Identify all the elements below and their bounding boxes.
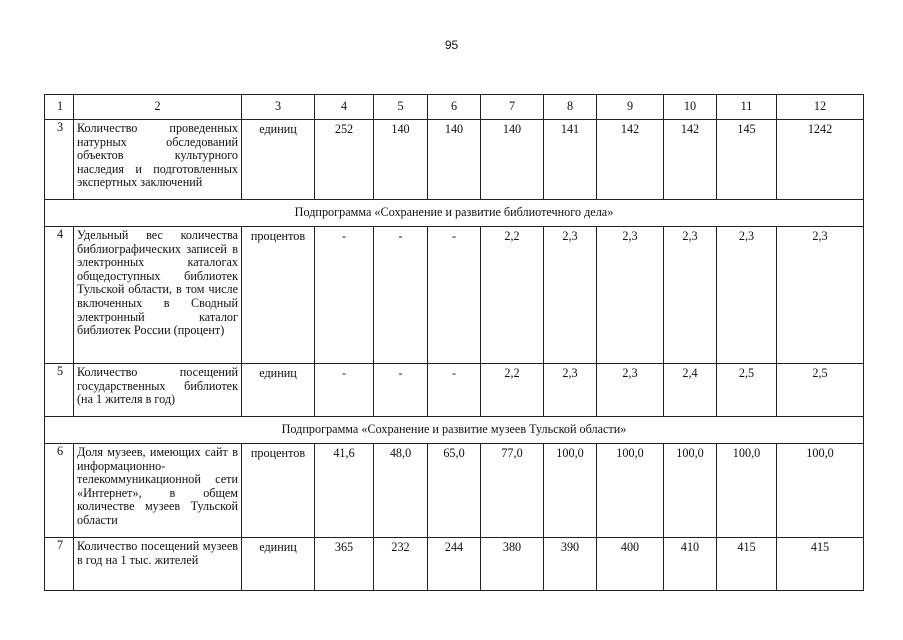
header-cell: 12 bbox=[777, 95, 864, 120]
header-cell: 4 bbox=[315, 95, 374, 120]
header-cell: 8 bbox=[544, 95, 597, 120]
row-number: 6 bbox=[45, 444, 74, 538]
value-cell: 410 bbox=[664, 538, 717, 591]
indicators-table bbox=[44, 94, 864, 591]
value-cell: 400 bbox=[597, 538, 664, 591]
header-cell: 1 bbox=[45, 95, 74, 120]
value-cell: 2,2 bbox=[481, 227, 544, 364]
value-cell: 140 bbox=[428, 120, 481, 200]
value-cell: 365 bbox=[315, 538, 374, 591]
row-number: 5 bbox=[45, 364, 74, 417]
section-row bbox=[45, 200, 864, 227]
page-number: 95 bbox=[444, 38, 459, 52]
row-number: 4 bbox=[45, 227, 74, 364]
value-cell: - bbox=[315, 364, 374, 417]
value-cell: 1242 bbox=[777, 120, 864, 200]
value-cell: 244 bbox=[428, 538, 481, 591]
unit-cell: единиц bbox=[242, 120, 315, 200]
table-row bbox=[45, 538, 864, 591]
value-cell: 41,6 bbox=[315, 444, 374, 538]
header-cell: 10 bbox=[664, 95, 717, 120]
section-row bbox=[45, 417, 864, 444]
value-cell: 2,3 bbox=[777, 227, 864, 364]
header-cell: 2 bbox=[74, 95, 242, 120]
indicator-name: Доля музеев, имеющих сайт в информационно-телекоммуникационной сети «Интернет», в общем количестве музеев Тульской области bbox=[74, 444, 242, 538]
header-cell: 7 bbox=[481, 95, 544, 120]
value-cell: 141 bbox=[544, 120, 597, 200]
value-cell: 140 bbox=[374, 120, 428, 200]
value-cell: 2,5 bbox=[777, 364, 864, 417]
value-cell: 2,3 bbox=[544, 227, 597, 364]
value-cell: 415 bbox=[777, 538, 864, 591]
header-cell: 6 bbox=[428, 95, 481, 120]
value-cell: 100,0 bbox=[717, 444, 777, 538]
value-cell: 380 bbox=[481, 538, 544, 591]
value-cell: 48,0 bbox=[374, 444, 428, 538]
value-cell: 100,0 bbox=[664, 444, 717, 538]
header-cell: 11 bbox=[717, 95, 777, 120]
table-header-row bbox=[45, 95, 864, 120]
value-cell: 65,0 bbox=[428, 444, 481, 538]
value-cell: 2,3 bbox=[664, 227, 717, 364]
unit-cell: процентов bbox=[242, 227, 315, 364]
value-cell: 2,5 bbox=[717, 364, 777, 417]
value-cell: - bbox=[374, 364, 428, 417]
value-cell: 77,0 bbox=[481, 444, 544, 538]
indicator-name: Количество посещений музеев в год на 1 тыс. жителей bbox=[74, 538, 242, 591]
value-cell: 415 bbox=[717, 538, 777, 591]
value-cell: 252 bbox=[315, 120, 374, 200]
value-cell: 100,0 bbox=[544, 444, 597, 538]
value-cell: 390 bbox=[544, 538, 597, 591]
header-cell: 5 bbox=[374, 95, 428, 120]
value-cell: 2,3 bbox=[597, 227, 664, 364]
table-row bbox=[45, 444, 864, 538]
value-cell: 2,2 bbox=[481, 364, 544, 417]
value-cell: 142 bbox=[664, 120, 717, 200]
indicator-name: Количество проведенных натурных обследований объектов культурного наследия и подготовленных экспертных заключений bbox=[74, 120, 242, 200]
header-cell: 9 bbox=[597, 95, 664, 120]
unit-cell: процентов bbox=[242, 444, 315, 538]
table-row bbox=[45, 120, 864, 200]
value-cell: - bbox=[374, 227, 428, 364]
section-title: Подпрограмма «Сохранение и развитие музеев Тульской области» bbox=[45, 417, 864, 444]
value-cell: - bbox=[315, 227, 374, 364]
row-number: 3 bbox=[45, 120, 74, 200]
value-cell: 145 bbox=[717, 120, 777, 200]
unit-cell: единиц bbox=[242, 538, 315, 591]
value-cell: 2,3 bbox=[597, 364, 664, 417]
section-title: Подпрограмма «Сохранение и развитие библиотечного дела» bbox=[45, 200, 864, 227]
value-cell: 2,3 bbox=[717, 227, 777, 364]
header-cell: 3 bbox=[242, 95, 315, 120]
value-cell: - bbox=[428, 364, 481, 417]
value-cell: 142 bbox=[597, 120, 664, 200]
value-cell: 100,0 bbox=[597, 444, 664, 538]
table-row bbox=[45, 227, 864, 364]
value-cell: 2,4 bbox=[664, 364, 717, 417]
indicator-name: Удельный вес количества библиографических записей в электронных каталогах общедоступных библиотек Тульской области, в том числе включенных в Сводный электронный каталог библиотек России (процент) bbox=[74, 227, 242, 364]
indicator-name: Количество посещений государственных библиотек (на 1 жителя в год) bbox=[74, 364, 242, 417]
value-cell: 140 bbox=[481, 120, 544, 200]
table-body bbox=[45, 95, 864, 591]
value-cell: 2,3 bbox=[544, 364, 597, 417]
value-cell: - bbox=[428, 227, 481, 364]
table-row bbox=[45, 364, 864, 417]
value-cell: 100,0 bbox=[777, 444, 864, 538]
row-number: 7 bbox=[45, 538, 74, 591]
value-cell: 232 bbox=[374, 538, 428, 591]
unit-cell: единиц bbox=[242, 364, 315, 417]
